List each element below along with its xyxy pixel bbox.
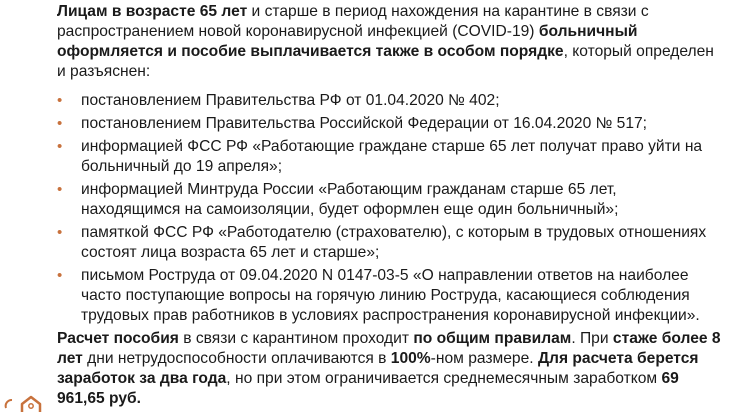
bullet-icon: • (57, 224, 63, 241)
list-item-text: памяткой ФСС РФ «Работодателю (страхователю), с которым в трудовых отношениях состоят лица возраста 65 лет и старше»; (81, 224, 707, 261)
list-item-text: постановлением Правительства Российской Федерации от 16.04.2020 № 517; (81, 115, 648, 132)
bullet-icon: • (57, 181, 63, 198)
calc-text-1: в связи с карантином проходит (178, 330, 414, 347)
legal-acts-list (57, 91, 707, 329)
list-item-text: информацией Минтруда России «Работающим гражданам старше 65 лет, находящимся на самоизоляции, будет оформлен еще один больничный»; (81, 181, 619, 218)
list-item-text: информацией ФСС РФ «Работающие граждане старше 65 лет получат право уйти на больничный до 19 апреля»; (81, 138, 703, 175)
calc-bold-3: стаже более 8 лет (57, 330, 721, 367)
list-item (57, 137, 707, 177)
list-item (57, 114, 707, 134)
calc-bold-2: по общим правилам (413, 330, 572, 347)
calculation-paragraph (57, 329, 727, 409)
house-logo-icon (0, 394, 46, 412)
list-item (57, 266, 707, 326)
calc-text-2: . При (571, 330, 613, 347)
intro-bold-age: Лицам в возрасте 65 лет (57, 3, 248, 20)
calc-bold-6: 69 961,65 руб. (57, 370, 679, 407)
intro-text-2: , который определен и разъяснен: (57, 43, 714, 80)
list-item-text: письмом Роструда от 09.04.2020 N 0147-03-5 «О направлении ответов на наиболее часто поступающие вопросы на горячую линию Роструда, касающиеся соблюдения трудовых прав работников в условиях распространения коронавирусной инфекции». (81, 267, 700, 324)
bullet-icon: • (57, 115, 63, 132)
calc-text-3: дни нетрудоспособности оплачиваются в (82, 350, 391, 367)
list-item (57, 180, 707, 220)
intro-text-1: и старше в период нахождения на карантине в связи с распространением новой коронавирусной инфекцией (COVID-19) (57, 3, 649, 40)
bullet-icon: • (57, 267, 63, 284)
intro-bold-order: больничный оформляется и пособие выплачивается также в особом порядке (57, 23, 638, 60)
calc-bold-1: Расчет пособия (57, 330, 179, 347)
list-item (57, 223, 707, 263)
calc-text-4: -ном размере. (430, 350, 538, 367)
bullet-icon: • (57, 92, 63, 109)
bullet-icon: • (57, 138, 63, 155)
calc-bold-4: 100% (390, 350, 431, 367)
list-item (57, 91, 707, 111)
calc-bold-5: Для расчета берется заработок за два года (57, 350, 699, 387)
calc-text-5: , но при этом ограничивается среднемесячным заработком (226, 370, 662, 387)
house-logo-shape (0, 394, 46, 412)
list-item-text: постановлением Правительства РФ от 01.04.2020 № 402; (81, 92, 500, 109)
intro-paragraph (57, 2, 717, 82)
